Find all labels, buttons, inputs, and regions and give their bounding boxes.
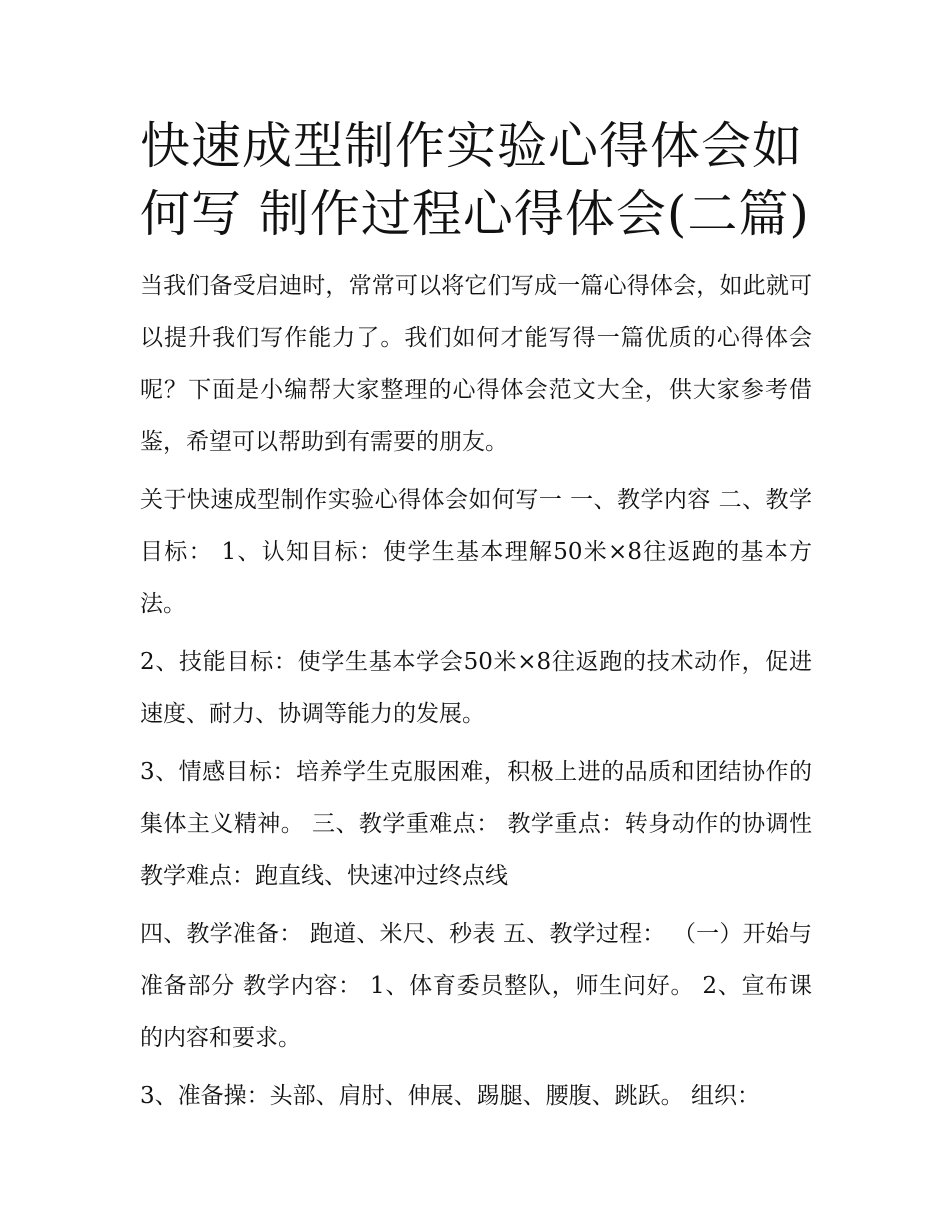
document-title: 快速成型制作实验心得体会如何写 制作过程心得体会(二篇) [140, 117, 810, 243]
preparation-paragraph: 四、教学准备： 跑道、米尺、秒表 五、教学过程： （一）开始与准备部分 教学内容： 1、体育委员整队，师生问好。 2、宣布课的内容和要求。 [140, 921, 812, 1051]
warmup-paragraph: 3、准备操：头部、肩肘、伸展、踢腿、腰腹、跳跃。 组织： [140, 1083, 760, 1109]
emotion-goal-paragraph: 3、情感目标：培养学生克服困难，积极上进的品质和团结协作的集体主义精神。 三、教学重难点： 教学重点：转身动作的协调性 教学难点：跑直线、快速冲过终点线 [140, 759, 812, 889]
document-page [140, 112, 812, 1128]
skill-goal-paragraph: 2、技能目标：使学生基本学会50米×8往返跑的技术动作，促进速度、耐力、协调等能力的发展。 [140, 649, 812, 727]
section-one-paragraph: 关于快速成型制作实验心得体会如何写一 一、教学内容 二、教学目标： 1、认知目标：使学生基本理解50米×8往返跑的基本方法。 [140, 487, 812, 617]
intro-paragraph: 当我们备受启迪时，常常可以将它们写成一篇心得体会，如此就可以提升我们写作能力了。我们如何才能写得一篇优质的心得体会呢？下面是小编帮大家整理的心得体会范文大全，供大家参考借鉴，希望可以帮助到有需要的朋友。 [140, 273, 812, 455]
